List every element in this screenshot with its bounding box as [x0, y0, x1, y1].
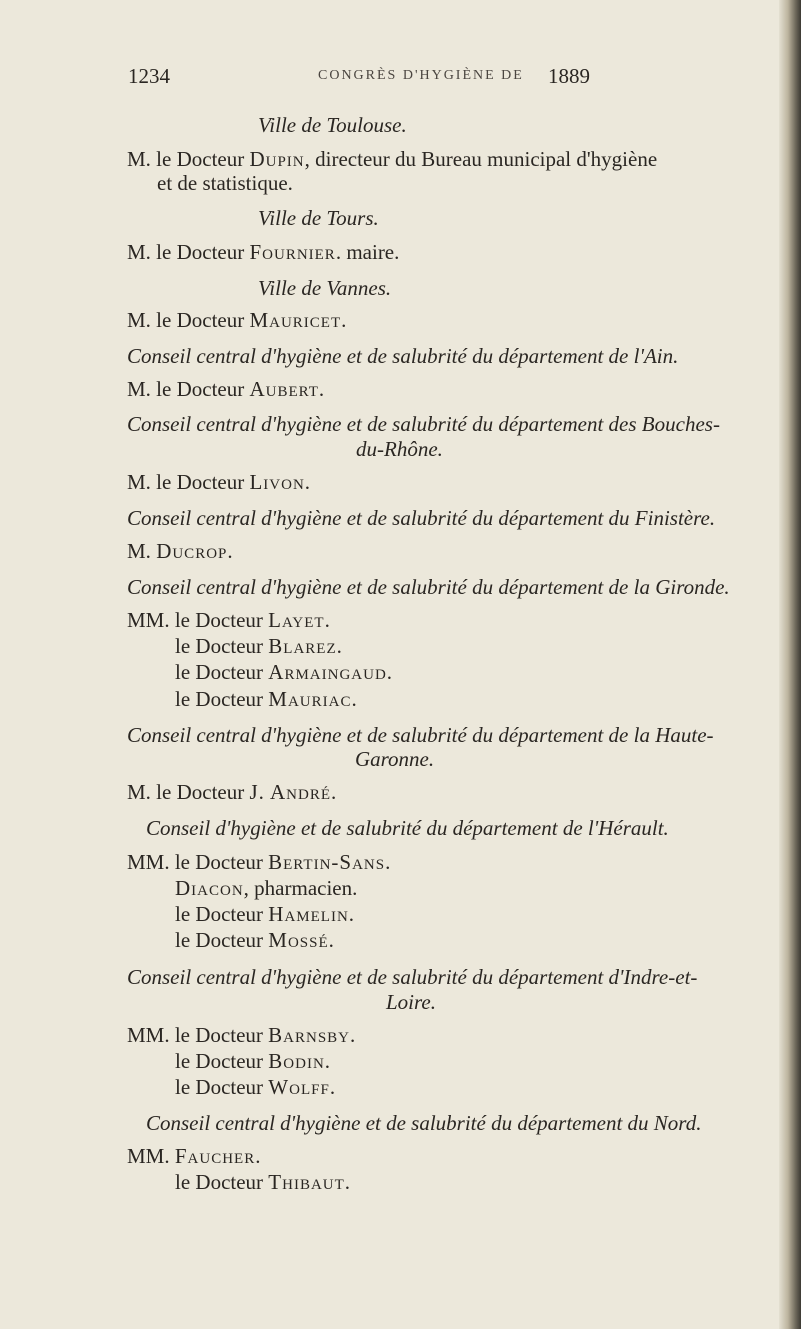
page-header — [0, 64, 801, 94]
member-line: MM. le Docteur Layet. — [127, 608, 330, 632]
section-heading: Conseil central d'hygiène et de salubrité du département d'Indre-et- — [127, 965, 698, 989]
member-line: le Docteur Mauriac. — [175, 687, 357, 711]
member-name: Armaingaud — [268, 660, 387, 684]
member-line: M. le Docteur J. André. — [127, 780, 337, 804]
member-line: le Docteur Thibaut. — [175, 1170, 351, 1194]
member-name: Dupin — [249, 147, 305, 171]
member-line: M. le Docteur Livon. — [127, 470, 311, 494]
member-line: Diacon, pharmacien. — [175, 876, 358, 900]
member-name: Aubert — [249, 377, 319, 401]
member-line: MM. le Docteur Barnsby. — [127, 1023, 356, 1047]
member-line: MM. le Docteur Bertin-Sans. — [127, 850, 391, 874]
section-heading: Conseil central d'hygiène et de salubrité du département de la Haute- — [127, 723, 714, 747]
section-heading: Ville de Toulouse. — [258, 113, 407, 137]
section-heading: Conseil central d'hygiène et de salubrité du département des Bouches- — [127, 412, 720, 436]
member-name: Livon — [249, 470, 305, 494]
member-line-continuation: et de statistique. — [157, 171, 293, 195]
member-name: Layet — [268, 608, 325, 632]
member-line: M. Ducrop. — [127, 539, 233, 563]
section-heading: Conseil central d'hygiène et de salubrité du département de l'Ain. — [127, 344, 679, 368]
member-line: le Docteur Blarez. — [175, 634, 342, 658]
member-name: Barnsby — [268, 1023, 350, 1047]
member-line: le Docteur Hamelin. — [175, 902, 355, 926]
member-name: J. André — [249, 780, 331, 804]
member-line: M. le Docteur Dupin, directeur du Bureau municipal d'hygiène — [127, 147, 658, 171]
member-name: Mauricet — [249, 308, 342, 332]
member-name: Wolff — [268, 1075, 330, 1099]
section-heading: Conseil central d'hygiène et de salubrité du département de la Gironde. — [127, 575, 730, 599]
section-heading: Ville de Tours. — [258, 206, 379, 230]
running-title: CONGRÈS D'HYGIÈNE DE — [318, 68, 524, 83]
member-name: Bertin-Sans — [268, 850, 386, 874]
member-name: Blarez — [268, 634, 337, 658]
member-name: Thibaut — [268, 1170, 345, 1194]
section-heading-continuation: Loire. — [386, 990, 436, 1014]
member-line: le Docteur Wolff. — [175, 1075, 336, 1099]
page-number: 1234 — [128, 64, 170, 88]
section-heading-continuation: Garonne. — [355, 747, 435, 771]
section-heading: Ville de Vannes. — [258, 276, 392, 300]
member-name: Faucher — [174, 1144, 256, 1168]
member-name: Hamelin — [268, 902, 349, 926]
member-name: Mauriac — [268, 687, 352, 711]
member-line: le Docteur Mossé. — [175, 928, 334, 952]
section-heading: Conseil d'hygiène et de salubrité du département de l'Hérault. — [146, 816, 669, 840]
member-line: le Docteur Bodin. — [175, 1049, 331, 1073]
section-heading-continuation: du-Rhône. — [356, 437, 443, 461]
member-line: M. le Docteur Aubert. — [127, 377, 325, 401]
member-name: Mossé — [268, 928, 329, 952]
member-line: MM. Faucher. — [127, 1144, 261, 1168]
member-name: Ducrop — [156, 539, 228, 563]
running-year: 1889 — [548, 64, 590, 88]
section-heading: Conseil central d'hygiène et de salubrité du département du Finistère. — [127, 506, 716, 530]
member-name: Fournier — [249, 240, 336, 264]
member-line: le Docteur Armaingaud. — [175, 660, 393, 684]
member-name: Bodin — [268, 1049, 325, 1073]
member-line: M. le Docteur Fournier. maire. — [127, 240, 400, 264]
member-line: M. le Docteur Mauricet. — [127, 308, 347, 332]
member-name: Diacon — [175, 876, 244, 900]
section-heading: Conseil central d'hygiène et de salubrité du département du Nord. — [146, 1111, 702, 1135]
